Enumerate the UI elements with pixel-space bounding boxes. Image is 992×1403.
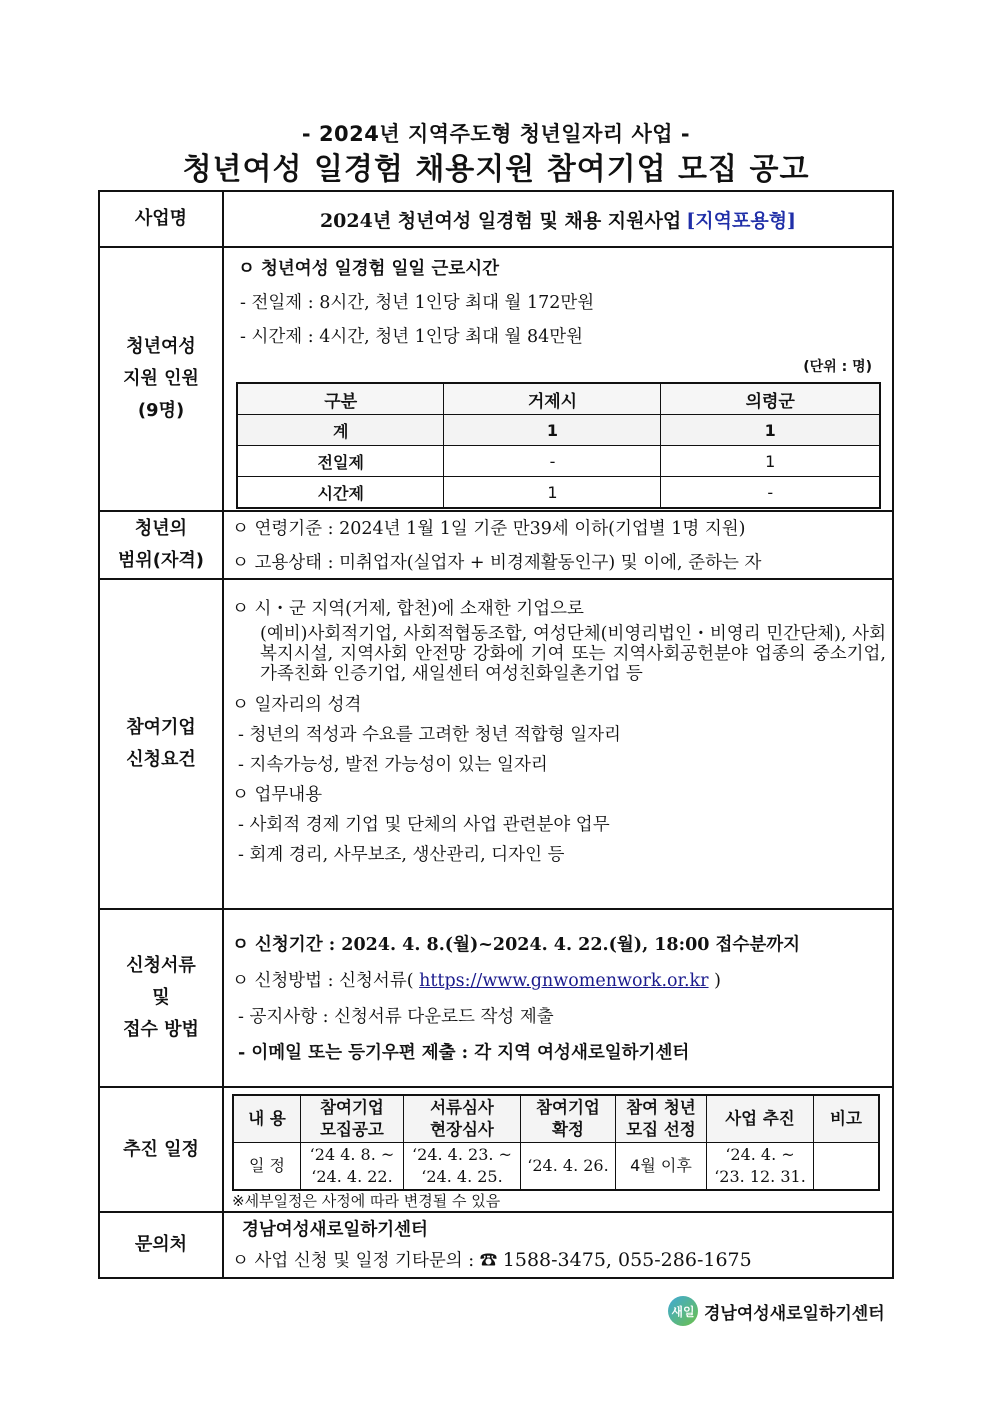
requirements-job-nature: ㅇ 일자리의 성격 xyxy=(232,695,362,715)
schedule-youth-date: 4월 이후 xyxy=(616,1143,707,1191)
unit-label: (단위 : 명) xyxy=(803,359,872,375)
application-label-line1: 신청서류 xyxy=(126,955,196,976)
scope-label-line1: 청년의 xyxy=(134,518,188,539)
schedule-header-review: 서류심사 현장심사 xyxy=(404,1095,521,1143)
headcount-header-category: 구분 xyxy=(237,383,444,415)
schedule-table xyxy=(232,1094,880,1191)
schedule-header-recruit: 참여기업 모집공고 xyxy=(301,1095,404,1143)
application-label-line2: 및 xyxy=(152,987,170,1008)
support-fulltime: - 전일제 : 8시간, 청년 1인당 최대 월 172만원 xyxy=(240,293,595,313)
schedule-row-label: 일 정 xyxy=(233,1143,301,1191)
schedule-header-confirm: 참여기업 확정 xyxy=(521,1095,616,1143)
headcount-total-label: 계 xyxy=(237,415,444,446)
requirements-region: ㅇ 시・군 지역(거제, 합천)에 소재한 기업으로 xyxy=(232,599,584,619)
application-method xyxy=(224,966,892,996)
requirements-duty-1: - 사회적 경제 기업 및 단체의 사업 관련분야 업무 xyxy=(238,815,610,835)
schedule-label: 추진 일정 xyxy=(99,1087,223,1212)
application-label-line3: 접수 방법 xyxy=(123,1019,199,1040)
scope-label xyxy=(99,511,223,579)
headcount-fulltime-uiryeong: 1 xyxy=(661,446,880,477)
requirements-company-types: (예비)사회적기업, 사회적협동조합, 여성단체(비영리법인・비영리 민간단체), 사회복지시설, 지역사회 안전망 강화에 기여 또는 지역사회공헌분야 업종의 중소기업, 가족친화 인증기업, 새일센터 여성친화일촌기업 등 xyxy=(260,624,886,684)
schedule-header-operation: 사업 추진 xyxy=(707,1095,814,1143)
scope-content xyxy=(223,511,893,579)
application-period: ㅇ 신청기간 : 2024. 4. 8.(월)~2024. 4. 22.(월), 18:00 접수분까지 xyxy=(232,935,801,955)
schedule-recruit-date: ‘24 4. 8. ~ ‘24. 4. 22. xyxy=(301,1143,404,1191)
support-label-line2: 지원 인원 xyxy=(123,368,199,389)
schedule-confirm-date: ‘24. 4. 26. xyxy=(521,1143,616,1191)
headcount-fulltime-geoje: - xyxy=(444,446,661,477)
contact-label: 문의처 xyxy=(99,1212,223,1278)
schedule-content xyxy=(223,1087,893,1212)
support-content xyxy=(223,247,893,511)
support-heading: ㅇ 청년여성 일경험 일일 근로시간 xyxy=(238,259,500,279)
requirements-label xyxy=(99,579,223,909)
headcount-parttime-label: 시간제 xyxy=(237,477,444,509)
application-method-suffix: ) xyxy=(708,971,721,991)
schedule-header-content: 내 용 xyxy=(233,1095,301,1143)
headcount-total-geoje: 1 xyxy=(444,415,661,446)
headcount-parttime-geoje: 1 xyxy=(444,477,661,509)
support-label xyxy=(99,247,223,511)
page-title: 청년여성 일경험 채용지원 참여기업 모집 공고 xyxy=(182,152,810,187)
headcount-header-uiryeong: 의령군 xyxy=(661,383,880,415)
headcount-parttime-uiryeong: - xyxy=(661,477,880,509)
application-website-link[interactable]: https://www.gnwomenwork.or.kr xyxy=(419,971,709,991)
contact-inquiry xyxy=(224,1245,892,1276)
business-name-tag: [지역포용형] xyxy=(686,209,797,232)
footer-org-name: 경남여성새로일하기센터 xyxy=(704,1303,885,1324)
scope-employment: ㅇ 고용상태 : 미취업자(실업자 + 비경제활동인구) 및 이에, 준하는 자 xyxy=(232,553,762,573)
requirements-label-line2: 신청요건 xyxy=(126,749,196,770)
requirements-job-sustain: - 지속가능성, 발전 가능성이 있는 일자리 xyxy=(238,755,548,775)
headcount-fulltime-label: 전일제 xyxy=(237,446,444,477)
requirements-duty-2: - 회계 경리, 사무보조, 생산관리, 디자인 등 xyxy=(238,845,565,865)
schedule-header-remarks: 비고 xyxy=(814,1095,880,1143)
contact-inquiry-prefix: ㅇ 사업 신청 및 일정 기타문의 : xyxy=(232,1251,480,1271)
schedule-operation-date: ‘24. 4. ~ ‘23. 12. 31. xyxy=(707,1143,814,1191)
requirements-duties: ㅇ 업무내용 xyxy=(232,785,323,805)
support-label-line3: (9명) xyxy=(137,400,185,421)
requirements-content xyxy=(223,579,893,909)
headcount-header-geoje: 거제시 xyxy=(444,383,661,415)
application-method-prefix: ㅇ 신청방법 : 신청서류( xyxy=(232,971,420,991)
contact-content xyxy=(223,1212,893,1278)
headcount-table xyxy=(236,382,881,509)
footer-logo-block xyxy=(668,1296,885,1326)
application-submission: - 이메일 또는 등기우편 제출 : 각 지역 여성새로일하기센터 xyxy=(238,1043,690,1063)
business-name-label: 사업명 xyxy=(99,191,223,247)
requirements-job-fit: - 청년의 적성과 수요를 고려한 청년 적합형 일자리 xyxy=(238,725,621,745)
schedule-remarks-value xyxy=(814,1143,880,1191)
application-notice: - 공지사항 : 신청서류 다운로드 작성 제출 xyxy=(238,1007,554,1027)
page-subtitle: - 2024년 지역주도형 청년일자리 사업 - xyxy=(301,122,691,146)
support-label-line1: 청년여성 xyxy=(126,336,196,357)
business-name-cell xyxy=(223,191,893,247)
headcount-total-uiryeong: 1 xyxy=(661,415,880,446)
saeil-logo-icon: 새일 xyxy=(668,1296,698,1326)
schedule-note: ※세부일정은 사정에 따라 변경될 수 있음 xyxy=(232,1192,501,1210)
scope-label-line2: 범위(자격) xyxy=(117,550,204,571)
scope-age: ㅇ 연령기준 : 2024년 1월 1일 기준 만39세 이하(기업별 1명 지원) xyxy=(232,519,746,539)
application-content xyxy=(223,909,893,1087)
requirements-label-line1: 참여기업 xyxy=(126,717,196,738)
schedule-review-date: ‘24. 4. 23. ~ ‘24. 4. 25. xyxy=(404,1143,521,1191)
contact-phone: 1588-3475, 055-286-1675 xyxy=(502,1249,752,1271)
support-parttime: - 시간제 : 4시간, 청년 1인당 최대 월 84만원 xyxy=(240,327,584,347)
application-label xyxy=(99,909,223,1087)
business-name-value: 2024년 청년여성 일경험 및 채용 지원사업 xyxy=(319,209,682,232)
schedule-header-youth: 참여 청년 모집 선정 xyxy=(616,1095,707,1143)
announcement-table xyxy=(98,190,894,1279)
contact-org: 경남여성새로일하기센터 xyxy=(242,1220,428,1240)
phone-icon: ☎ xyxy=(479,1251,498,1271)
